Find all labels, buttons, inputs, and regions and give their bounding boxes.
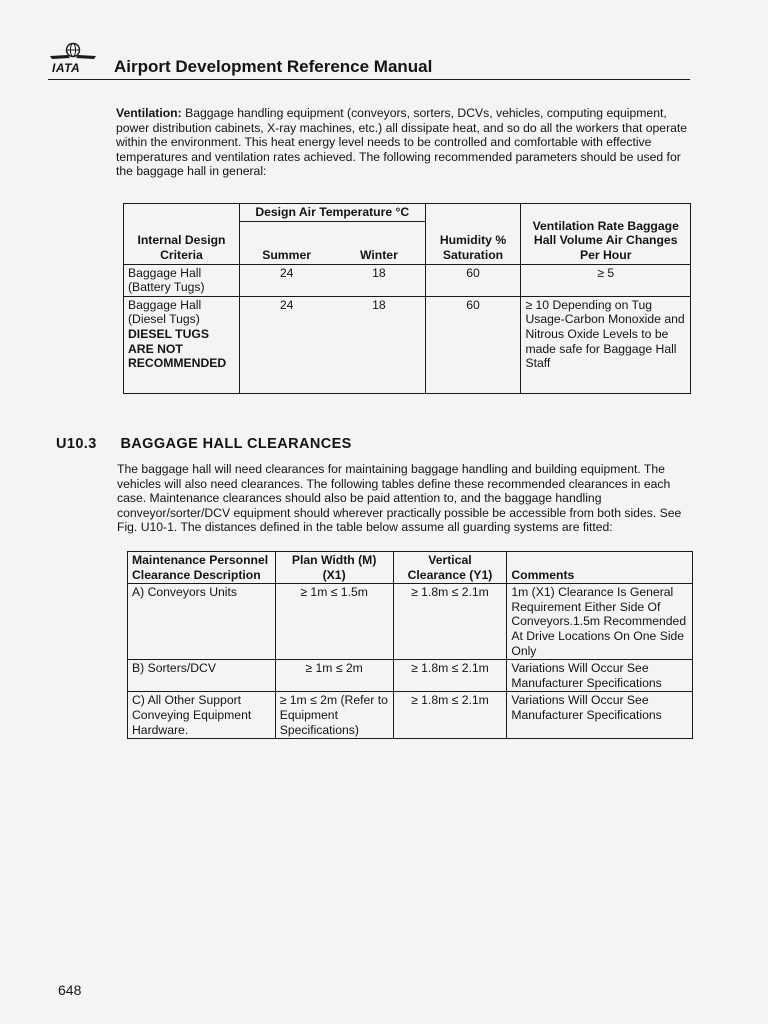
ventilation-paragraph (116, 106, 694, 179)
logo-text: IATA (52, 61, 81, 75)
cell-description: C) All Other Support Conveying Equipment Hardware. (128, 692, 276, 739)
cell-plan-width: ≥ 1m ≤ 2m (Refer to Equipment Specifications) (275, 692, 393, 739)
cell-plan-width: ≥ 1m ≤ 1.5m (275, 584, 393, 660)
section-title: BAGGAGE HALL CLEARANCES (120, 436, 352, 452)
clearance-table (127, 551, 693, 739)
table-header-row (124, 204, 691, 222)
criteria-note: DIESEL TUGS ARE NOT RECOMMENDED (128, 326, 227, 371)
iata-logo (48, 42, 98, 78)
cell-description: A) Conveyors Units (128, 584, 276, 660)
ventilation-lead: Ventilation: (116, 106, 182, 120)
cell-humidity: 60 (425, 296, 521, 393)
cell-comments: Variations Will Occur See Manufacturer Specifications (507, 660, 693, 692)
table-row (124, 296, 691, 393)
header-comments: Comments (507, 552, 693, 584)
table-row (128, 584, 693, 660)
section-heading (56, 436, 352, 452)
header-rule (48, 79, 690, 80)
ventilation-text: Baggage handling equipment (conveyors, sorters, DCVs, vehicles, computing equipment, power distribution cabinets, X-ray machines, etc.) all dissipate heat, and so do all the workers that operate within the environment. This heat energy level needs to be controlled and comfortable with effective temperatures and ventilation rates achieved. The following recommended parameters should be used for the baggage hall in general: (116, 106, 688, 179)
cell-summer: 24 (239, 264, 333, 296)
cell-description: B) Sorters/DCV (128, 660, 276, 692)
header-plan-width: Plan Width (M) (X1) (275, 552, 393, 584)
cell-ventilation: ≥ 10 Depending on Tug Usage-Carbon Monoxide and Nitrous Oxide Levels to be made safe for Baggage Hall Staff (521, 296, 691, 393)
cell-criteria: Baggage Hall (Battery Tugs) (124, 264, 240, 296)
cell-winter: 18 (333, 296, 425, 393)
cell-winter: 18 (333, 264, 425, 296)
cell-comments: Variations Will Occur See Manufacturer Specifications (507, 692, 693, 739)
header-design-air-temperature: Design Air Temperature °C (239, 204, 425, 222)
header-vertical-clearance: Vertical Clearance (Y1) (393, 552, 507, 584)
header-summer: Summer (239, 221, 333, 264)
table-row (124, 264, 691, 296)
page-number: 648 (58, 982, 82, 998)
cell-summer: 24 (239, 296, 333, 393)
table-row (128, 692, 693, 739)
header-winter: Winter (333, 221, 425, 264)
cell-humidity: 60 (425, 264, 521, 296)
header-ventilation-rate: Ventilation Rate Baggage Hall Volume Air Changes Per Hour (521, 204, 691, 265)
criteria-text: Baggage Hall (Diesel Tugs) (128, 297, 202, 327)
page-header (48, 42, 690, 82)
table-row (128, 660, 693, 692)
cell-vertical: ≥ 1.8m ≤ 2.1m (393, 692, 507, 739)
header-humidity: Humidity % Saturation (425, 204, 521, 265)
cell-ventilation: ≥ 5 (521, 264, 691, 296)
cell-plan-width: ≥ 1m ≤ 2m (275, 660, 393, 692)
manual-title: Airport Development Reference Manual (114, 57, 433, 76)
cell-comments: 1m (X1) Clearance Is General Requirement Either Side Of Conveyors.1.5m Recommended At Drive Locations On One Side Only (507, 584, 693, 660)
cell-vertical: ≥ 1.8m ≤ 2.1m (393, 660, 507, 692)
clearance-paragraph: The baggage hall will need clearances for maintaining baggage handling and building equipment. The vehicles will also need clearances. The following tables define these recommended clearances in each case. Maintenance clearances should also be paid attention to, and the baggage handling conveyor/sorter/DCV equipment should wherever practically possible be accessible from both sides. See Fig. U10-1. The distances defined in the table below assume all guarding systems are fitted: (117, 462, 682, 535)
cell-criteria (124, 296, 240, 393)
header-description: Maintenance Personnel Clearance Description (128, 552, 276, 584)
cell-vertical: ≥ 1.8m ≤ 2.1m (393, 584, 507, 660)
table-header-row (128, 552, 693, 584)
header-internal-design-criteria: Internal Design Criteria (124, 204, 240, 265)
ventilation-table (123, 203, 691, 394)
section-number: U10.3 (56, 436, 97, 452)
